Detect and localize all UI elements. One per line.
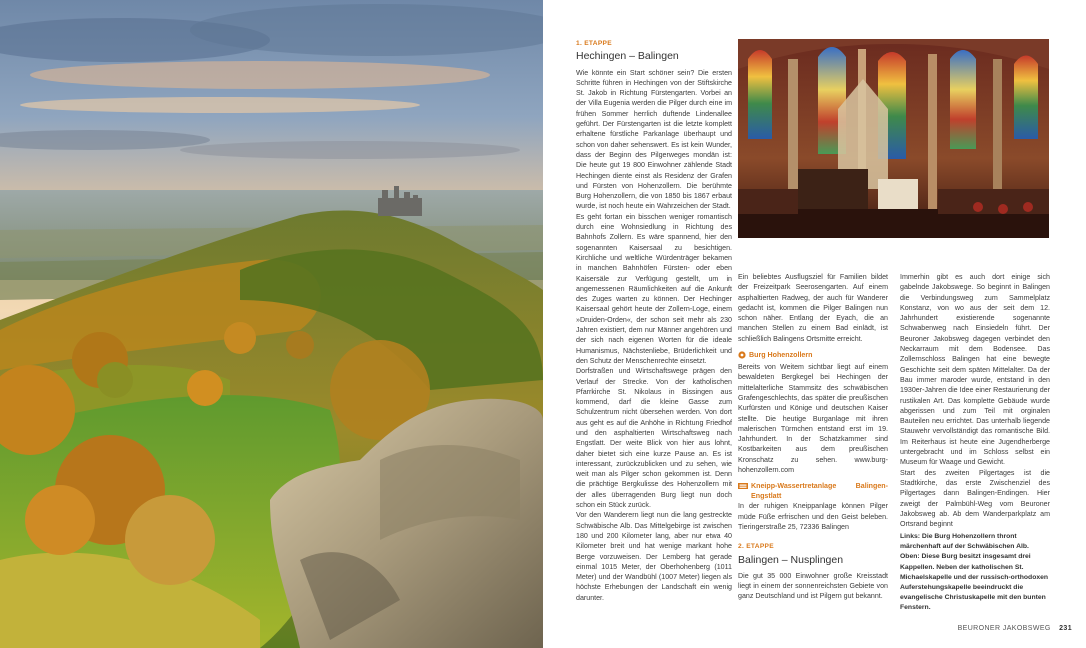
stage-2-title: Balingen – Nusplingen (738, 553, 844, 566)
stage-1-label: 1. ETAPPE (576, 40, 612, 47)
paragraph: Vor den Wanderern liegt nun die lang gestreckte Schwäbische Alb. Das Mittelgebirge ist zwischen 180 und 200 Kilometer lang, aber nur etwa 40 Kilometer breit und hat wenige markant hohe Berge vorzuweisen. Der Lemberg hat gerade einmal 1015 Meter, der Oberhohenberg (1011 Meter) und der Wandbühl (1007 Meter) liegen als höchste Erhebungen der Landschaft ein wenig darunter. (576, 511, 732, 602)
chapel-interior-photo (738, 39, 1049, 238)
burg-hohenzollern-heading (738, 350, 888, 362)
paragraph: Immerhin gibt es auch dort einige sich gabelnde Jakobswege. So beginnt in Balingen die Verbindungsweg zum Sammelplatz Konstanz, von wo aus der seit dem 12. Jahrhundert existierende sogenannte Schwabenweg nach Einsiedeln führt. Der Beuroner Jakobsweg dagegen verbindet den Neckarraum mit dem Bodensee. Das Zollernschloss Balingen hat eine bewegte Geschichte seit dem späten Mittelalter. Da der Bau immer maroder wurde, entstand in den 1930er-Jahren die Idee einer Restaurierung der rustikalen Art. Das komplette Gebäude wurde abgerissen und zum Teil mit orginalen Bauteilen neu errichtet. Das unterhalb liegende Stauwehr vervollständigt das romantische Bild. Im Reiterhaus ist heute eine Jugendherberge untergebracht und im Schloss selbst ein Museum für Waage und Gewicht. (900, 273, 1050, 467)
castle-sight-icon (738, 351, 746, 362)
caption-left: Links: Die Burg Hohenzollern thront märchenhaft auf der Schwäbischen Alb. (900, 533, 1029, 551)
text-column-3 (900, 272, 1050, 529)
paragraph: Ein beliebtes Ausflugsziel für Familien bildet der Freizeitpark Seerosengarten. Auf einem asphaltierten Radweg, der auch für Wanderer gedacht ist, kommen die Pilger Balingen nun schon näher. Entlang der Eyach, die an manchen Stellen zu einem Bad einlädt, ist schließlich Balingens Ortsmitte erreicht. (738, 273, 888, 343)
paragraph: Start des zweiten Pilgertages ist die Stadtkirche, das erste Zwischenziel des Pilgertages dann Balingen-Endingen. Hier zweigt der Palmbühl-Weg vom Beuroner Jakobsweg ab. Ab dem Wanderparkplatz am Ortsrand beginnt (900, 468, 1050, 529)
paragraph: Wie könnte ein Start schöner sein? Die ersten Schritte führen in Hechingen von der Stiftskirche St. Jakob in Richtung Fürstengarten. Vorbei an der Villa Eugenia werden die Pilger durch eine im frühen Sommer herrlich duftende Lindenallee geführt. Der Fürstengarten ist die letzte komplett erhaltene fürstliche Parkanlage überhaupt und schon von daher sehenswert. Es ist kein Wunder, dass der Beginn des Pilgerweges mondän ist: Die heute gut 19 800 Einwohner zählende Stadt Hechingen diente einst als Residenz der Grafen und Fürsten von Hohenzollern. Die berühmte Burg Hohenzollern, die von 1850 bis 1867 erbaut wurde, ist noch heute ein Wahrzeichen der Stadt. (576, 68, 732, 211)
wellness-bed-icon (738, 482, 748, 493)
paragraph: Bereits von Weitem sichtbar liegt auf einem bewaldeten Bergkegel bei Hechingen der mittelalterliche Stammsitz des schwäbischen Grafengeschlechts, das später die preußischen Kurfürsten und Könige und deutschen Kaiser stellte. Die heutige Burganlage mit ihren malerischen Türmchen entstand erst im 19. Jahrhundert. In der Schatzkammer sind Kostbarkeiten aus dem preußischen Kronschatz zu sehen. www.burg-hohenzollern.com (738, 363, 888, 475)
paragraph: Dorfstraßen und Wirtschaftswege prägen den Verlauf der Strecke. Von der katholischen Pfarrkirche St. Nikolaus in Bissingen aus kommend, darf die kleine Gasse zum Schulzentrum nicht übersehen werden. Von dort aus geht es auf die Anhöhe in Richtung Friedhof und den asphaltierten Wirtschaftsweg nach Engstlatt. Der weite Blick von hier aus lohnt, daher bietet sich eine kurze Pause an. Es ist interessant, zurückzublicken und zu sehen, wie weit man als Pilger schon gekommen ist. Denn die prächtige Bergkulisse des Hohenzollern mit der alles überragenden Burg liegt nun doch schon ein Stück zurück. (576, 367, 732, 510)
paragraph: In der ruhigen Kneippanlage können Pilger müde Füße erfrischen und den Geist beleben. Tieringerstraße 25, 72336 Balingen (738, 502, 888, 531)
paragraph: Es geht fortan ein bisschen weniger romantisch durch eine Wohnsiedlung in Richtung des Bahnhofs Zollern. Es wäre spannend, hier den sogenannten Kaisersaal zu besichtigen. Kirchliche und weltliche Würdenträger bekamen in manchen Bahnhöfen Fürsten- oder eben Kaisersäle zur Verfügung gestellt, um in angemessenen Räumlichkeiten auf die Ankunft des Zuges warten zu können. Der Hechinger Kaisersaal gehört heute der Zollern-Loge, einem »Druiden-Orden«, der schon seit mehr als 230 Jahren existiert, dem nur Männer angehören und der sich nach eigenen Worten für die ideale Humanismus, Nächstenliebe, Brüderlichkeit und den Schutz der Menschenrechte einsetzt. (576, 212, 732, 365)
running-title: BEURONER JAKOBSWEG (957, 625, 1051, 632)
page-footer (958, 625, 1072, 632)
burg-heading-text: Burg Hohenzollern (749, 351, 813, 360)
text-column-2 (738, 272, 888, 602)
image-caption (900, 532, 1050, 614)
kneipp-heading (738, 481, 888, 501)
caption-top: Oben: Diese Burg besitzt insgesamt drei Kappellen. Neben der katholischen St. Michaelskapelle und der russisch-orthodoxen Auferstehungskapelle beeindruckt die evangelische Christuskapelle mit den bunten Fenstern. (900, 553, 1049, 612)
stage-1-title: Hechingen – Balingen (576, 50, 679, 63)
kneipp-heading-text: Kneipp-Wassertretanlage Balingen-Engstlatt (751, 482, 888, 501)
stage-2-label: 2. ETAPPE (738, 543, 774, 551)
page-number: 231 (1059, 625, 1072, 632)
paragraph: Die gut 35 000 Einwohner große Kreisstadt liegt in einem der sonnenreichsten Gebiete von ganz Deutschland und ist Pilgern gut bekannt. (738, 571, 888, 601)
text-page (543, 0, 1086, 648)
christuskapelle-image (738, 39, 1049, 238)
text-column-1 (576, 39, 732, 603)
